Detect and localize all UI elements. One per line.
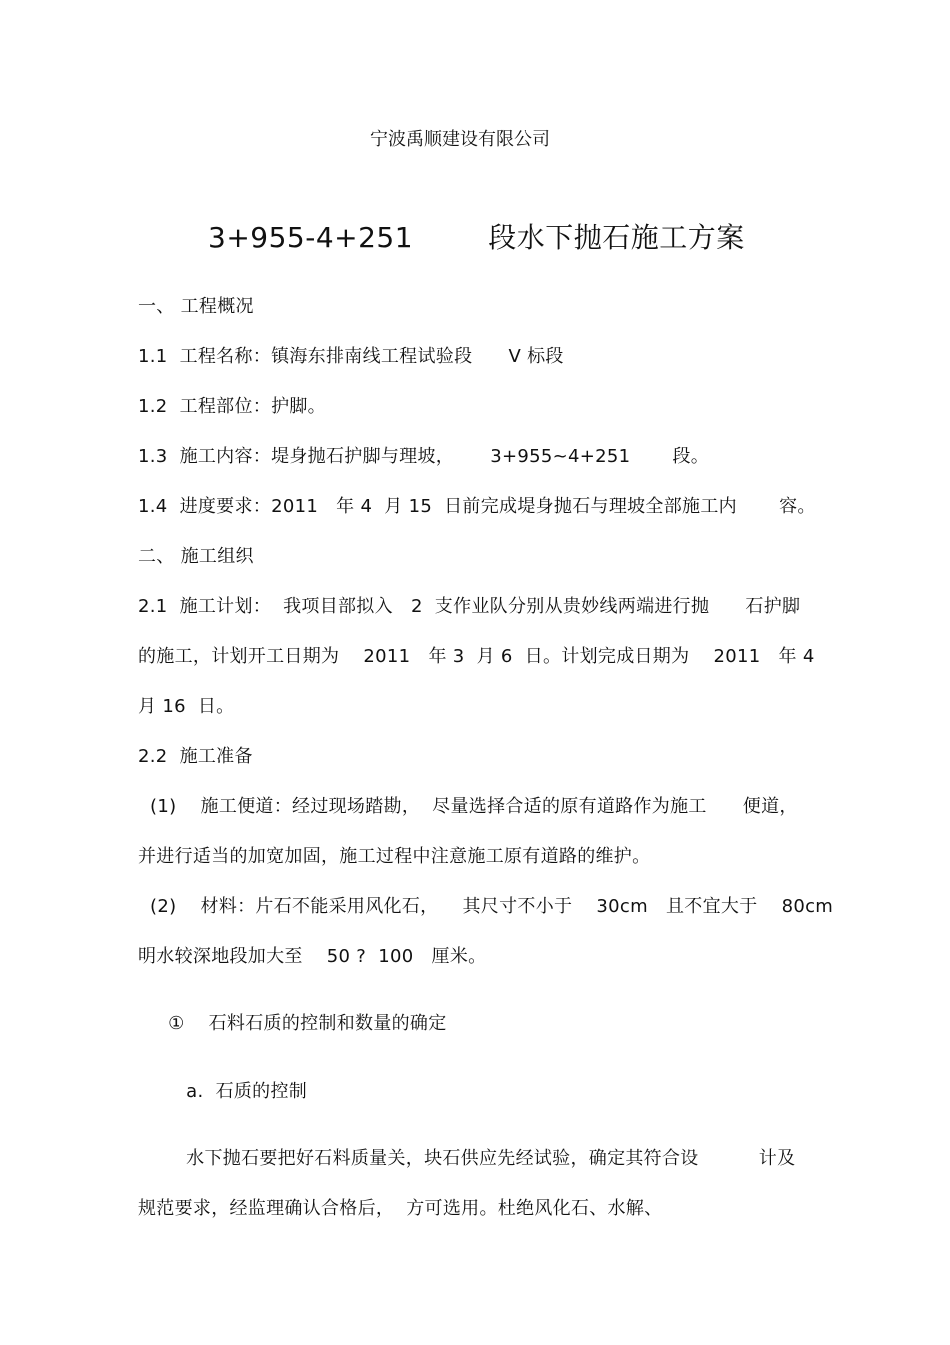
paragraph-line: (2) 材料：片石不能采用风化石， 其尺寸不小于 30cm 且不宜大于 80cm [138, 896, 834, 917]
paragraph-line: 2.1 施工计划： 我项目部拟入 2 支作业队分别从贵妙线两端进行抛 石护脚 [138, 596, 801, 617]
company-name: 宁波禹顺建设有限公司 [370, 129, 550, 150]
paragraph-line: 水下抛石要把好石料质量关，块石供应先经试验，确定其符合设 计及 [138, 1148, 796, 1169]
subsection-heading: 2.2 施工准备 [138, 746, 253, 767]
paragraph-line: 1.1 工程名称：镇海东排南线工程试验段 V 标段 [138, 346, 564, 367]
section-heading-overview: 一、 工程概况 [138, 296, 254, 317]
paragraph-line: 1.2 工程部位：护脚。 [138, 396, 326, 417]
document-title: 3+955-4+251 段水下抛石施工方案 [208, 221, 745, 254]
paragraph-line: 1.4 进度要求：2011 年 4 月 15 日前完成堤身抛石与理坡全部施工内 容。 [138, 496, 816, 517]
paragraph-line: 规范要求，经监理确认合格后， 方可选用。杜绝风化石、水解、 [138, 1198, 663, 1219]
list-item-heading: ① 石料石质的控制和数量的确定 [138, 1013, 447, 1034]
paragraph-line: 1.3 施工内容：堤身抛石护脚与理坡， 3+955~4+251 段。 [138, 446, 710, 467]
paragraph-line: (1) 施工便道：经过现场踏勘， 尽量选择合适的原有道路作为施工 便道， [138, 796, 798, 817]
paragraph-line: 月 16 日。 [138, 696, 235, 717]
paragraph-line: 的施工，计划开工日期为 2011 年 3 月 6 日。计划完成日期为 2011 年 4 [138, 646, 815, 667]
paragraph-line: 明水较深地段加大至 50 ? 100 厘米。 [138, 946, 487, 967]
section-heading-organization: 二、 施工组织 [138, 546, 254, 567]
list-item-subheading: a. 石质的控制 [138, 1081, 308, 1102]
paragraph-line: 并进行适当的加宽加固，施工过程中注意施工原有道路的维护。 [138, 846, 651, 867]
